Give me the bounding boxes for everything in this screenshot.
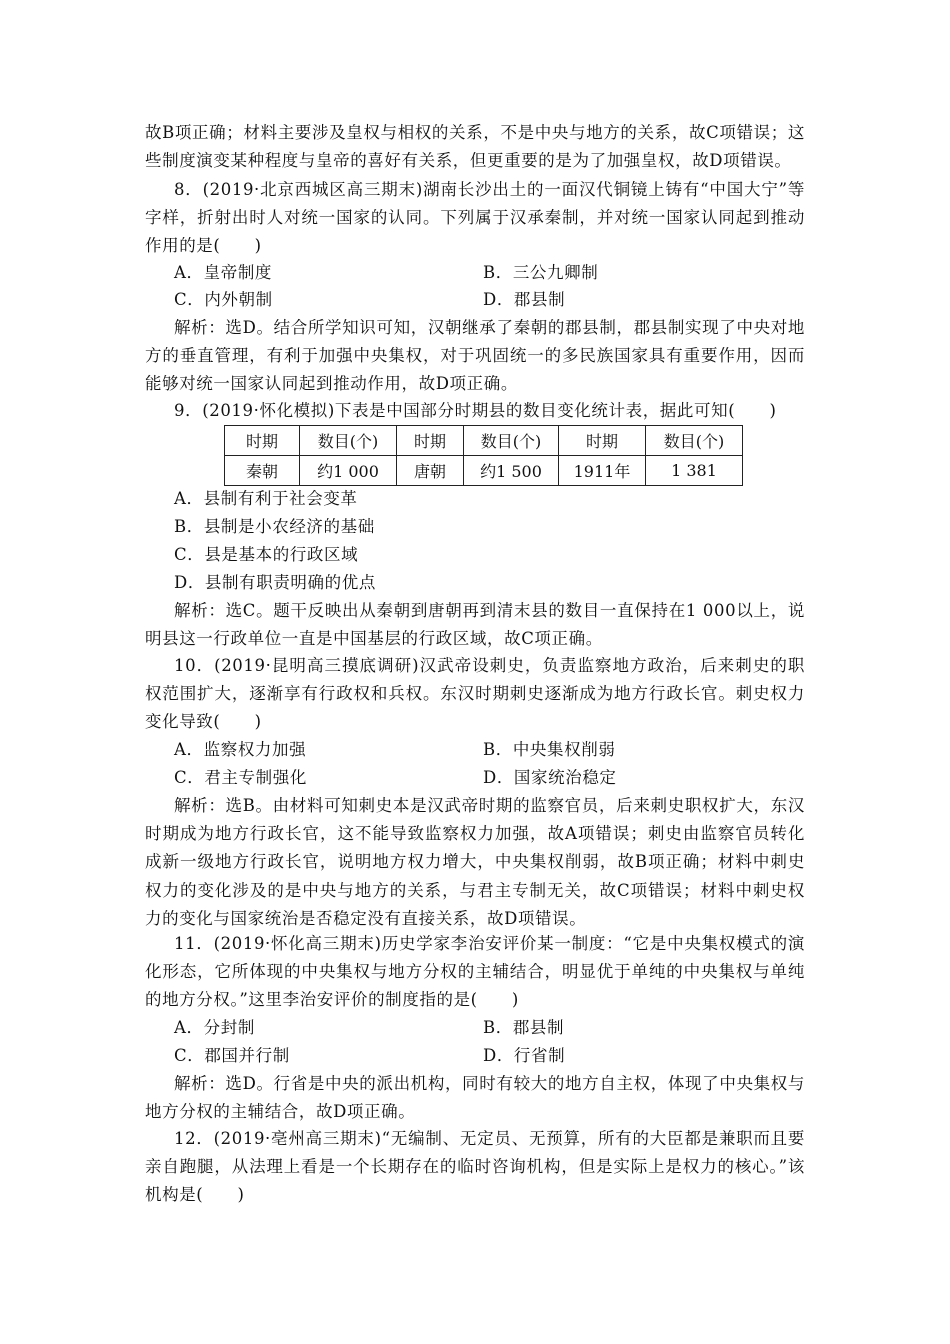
q8-option-b: B．三公九卿制 (483, 263, 599, 282)
q11-option-a: A．分封制 (174, 1018, 255, 1037)
table-row (225, 456, 743, 486)
answer-11: 解析：选D。行省是中央的派出机构，同时有较大的地方自主权，体现了中央集权与地方分权的主辅结合，故D项正确。 (145, 1074, 805, 1122)
table-header-cell: 数目(个) (300, 426, 397, 456)
q10-option-c: C．君主专制强化 (174, 768, 307, 787)
q10-option-a: A．监察权力加强 (174, 740, 307, 759)
q11-option-b: B．郡县制 (483, 1018, 565, 1037)
table-header-cell: 时期 (225, 426, 300, 456)
q9-option-c: C．县是基本的行政区域 (174, 545, 359, 564)
question-12: 12．(2019·亳州高三期末)“无编制、无定员、无预算，所有的大臣都是兼职而且要亲自跑腿，从法理上看是一个长期存在的临时咨询机构，但是实际上是权力的核心。”该机构是( ) (145, 1129, 805, 1205)
table-cell: 1911年 (559, 456, 646, 486)
q10-option-d: D．国家统治稳定 (483, 768, 617, 787)
q9-option-b: B．县制是小农经济的基础 (174, 517, 375, 536)
table-header-cell: 时期 (397, 426, 464, 456)
q11-option-d: D．行省制 (483, 1046, 566, 1065)
table-header-row (225, 426, 743, 456)
table-cell: 约1 500 (464, 456, 559, 486)
q8-option-c: C．内外朝制 (174, 290, 273, 309)
table-cell: 约1 000 (300, 456, 397, 486)
table-cell: 1 381 (646, 456, 743, 486)
q9-option-d: D．县制有职责明确的优点 (174, 573, 376, 592)
question-10: 10．(2019·昆明高三摸底调研)汉武帝设刺史，负责监察地方政治，后来刺史的职权范围扩大，逐渐享有行政权和兵权。东汉时期刺史逐渐成为地方行政长官。刺史权力变化导致( ) (145, 656, 805, 732)
question-11: 11．(2019·怀化高三期末)历史学家李治安评价某一制度：“它是中央集权模式的演化形态，它所体现的中央集权与地方分权的主辅结合，明显优于单纯的中央集权与单纯的地方分权。”这里李治安评价的制度指的是( ) (145, 934, 805, 1010)
answer-10: 解析：选B。由材料可知刺史本是汉武帝时期的监察官员，后来刺史职权扩大，东汉时期成为地方行政长官，这不能导致监察权力加强，故A项错误；刺史由监察官员转化成新一级地方行政长官，说明地方权力增大，中央集权削弱，故B项正确；材料中刺史权力的变化涉及的是中央与地方的关系，与君主专制无关，故C项错误；材料中刺史权力的变化与国家统治是否稳定没有直接关系，故D项错误。 (145, 796, 805, 928)
q8-option-a: A．皇帝制度 (174, 263, 273, 282)
table-cell: 唐朝 (397, 456, 464, 486)
q9-option-a: A．县制有利于社会变革 (174, 489, 358, 508)
table-header-cell: 时期 (559, 426, 646, 456)
question-8: 8．(2019·北京西城区高三期末)湖南长沙出土的一面汉代铜镜上铸有“中国大宁”等字样，折射出时人对统一国家的认同。下列属于汉承秦制，并对统一国家认同起到推动作用的是( ) (145, 180, 805, 256)
q10-option-b: B．中央集权削弱 (483, 740, 616, 759)
question-9: 9．(2019·怀化模拟)下表是中国部分时期县的数目变化统计表，据此可知( ) (174, 401, 777, 420)
paragraph-continuation: 故B项正确；材料主要涉及皇权与相权的关系，不是中央与地方的关系，故C项错误；这些制度演变某种程度与皇帝的喜好有关系，但更重要的是为了加强皇权，故D项错误。 (145, 123, 805, 171)
table-header-cell: 数目(个) (464, 426, 559, 456)
county-count-table (224, 425, 743, 486)
q11-option-c: C．郡国并行制 (174, 1046, 290, 1065)
answer-9: 解析：选C。题干反映出从秦朝到唐朝再到清末县的数目一直保持在1 000以上，说明县这一行政单位一直是中国基层的行政区域，故C项正确。 (145, 601, 805, 649)
q8-option-d: D．郡县制 (483, 290, 566, 309)
table-cell: 秦朝 (225, 456, 300, 486)
answer-8: 解析：选D。结合所学知识可知，汉朝继承了秦朝的郡县制，郡县制实现了中央对地方的垂直管理，有利于加强中央集权，对于巩固统一的多民族国家具有重要作用，因而能够对统一国家认同起到推动作用，故D项正确。 (145, 318, 805, 394)
table-header-cell: 数目(个) (646, 426, 743, 456)
